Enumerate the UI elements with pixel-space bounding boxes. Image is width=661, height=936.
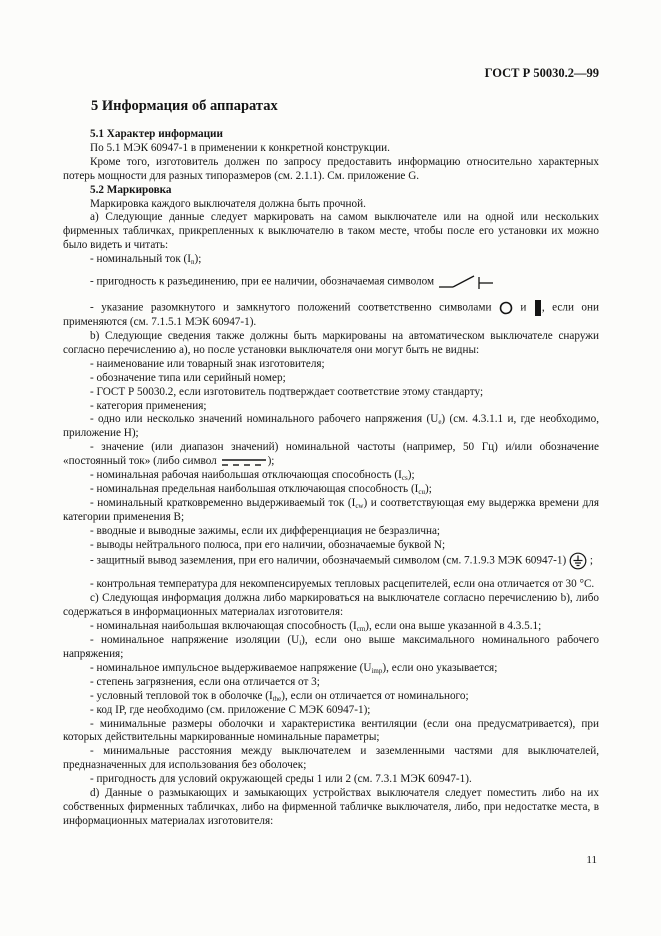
list-item: - степень загрязнения, если она отличается от 3; xyxy=(90,675,320,688)
list-item: - контрольная температура для некомпенсируемых тепловых расцепителей, если она отличается от 30 °С. xyxy=(90,578,595,591)
list-item: - минимальные расстояния между выключателем и заземленными частями для выключателей, предназначенных для использования без оболочек; xyxy=(63,745,599,772)
list-item: - выводы нейтрального полюса, при его наличии, обозначаемые буквой N; xyxy=(90,538,446,551)
protective-earth-symbol-icon xyxy=(569,552,587,570)
list-item: - категория применения; xyxy=(90,399,207,412)
list-item: - номинальный кратковременно выдерживаемый ток $(I_{cw})$ и соответствующая ему выдержка времени для категории применения B; xyxy=(63,496,599,523)
paragraph: Кроме того, изготовитель должен по запросу предоставить информацию относительно характерных потерь мощности для разных типоразмеров (см. 2.1.1). См. приложение G. xyxy=(63,155,599,182)
list-item: - номинальный ток $(I_n)$; xyxy=(90,253,202,267)
list-item: - пригодность к разъединению, при ее наличии, обозначаемая символом xyxy=(63,272,599,292)
list-item: - обозначение типа или серийный номер; xyxy=(90,371,286,384)
document-body xyxy=(63,128,599,829)
closed-position-symbol-icon xyxy=(534,300,542,316)
direct-current-symbol-icon xyxy=(220,457,268,467)
list-item: - наименование или товарный знак изготовителя; xyxy=(90,357,325,370)
list-item: - ГОСТ Р 50030.2, если изготовитель подтверждает соответствие этому стандарту; xyxy=(90,385,484,398)
list-item: - номинальная наибольшая включающая способность $(I_{cm})$, если она выше указанной в 4.3.5.1; xyxy=(90,620,542,634)
list-item: - минимальные размеры оболочки и характеристика вентиляции (если она предусматривается), при которых действительны маркированные номинальные параметры; xyxy=(63,717,599,744)
list-item: - номинальное напряжение изоляции $(U_i)$, если оно выше максимального номинального рабочего напряжения; xyxy=(63,634,599,660)
list-item: - указание разомкнутого и замкнутого положений соответственно символами и , если они применяются (см. 7.1.5.1 МЭК 60947-1). xyxy=(63,301,599,329)
list-item: - вводные и выводные зажимы, если их дифференциация не безразлична; xyxy=(90,524,441,537)
list-item: - код IP, где необходимо (см. приложение С МЭК 60947-1); xyxy=(90,703,371,716)
document-id: ГОСТ Р 50030.2—99 xyxy=(484,66,599,80)
list-item: - условный тепловой ток в оболочке $(I_{the})$, если он отличается от номинального; xyxy=(90,689,469,703)
list-item: - номинальное импульсное выдерживаемое напряжение $(U_{imp})$, если оно указывается; xyxy=(90,661,498,675)
paragraph-d: d) Данные о размыкающих и замыкающих устройствах выключателя следует поместить либо на их собственных фирменных табличках, либо на фирменной табличке выключателя, либо, при недостатке места, в информационных материалах изготовителя: xyxy=(63,787,599,827)
section-title: 5 Информация об аппаратах xyxy=(91,98,278,114)
paragraph-c: с) Следующая информация должна либо маркироваться на выключателе согласно перечислению b), либо содержаться в информационных материалах изготовителя: xyxy=(63,592,599,619)
list-item: - номинальная рабочая наибольшая отключающая способность $(I_{cs})$; xyxy=(90,469,415,483)
list-item: - одно или несколько значений номинального рабочего напряжения $(U_e)$ (см. 4.3.1.1 и, где необходимо, приложение H); xyxy=(63,413,599,440)
heading-5-2: 5.2 Маркировка xyxy=(90,183,172,196)
list-item: - защитный вывод заземления, при его наличии, обозначаемый символом (см. 7.1.9.3 МЭК 60947-1) ; xyxy=(63,552,599,570)
paragraph-b: b) Следующие сведения также должны быть маркированы на автоматическом выключателе снаружи согласно перечислению а), но после установки выключателя они могут быть не видны: xyxy=(63,329,599,356)
open-position-symbol-icon xyxy=(499,301,513,315)
list-item: - значение (или диапазон значений) номинальной частоты (например, 50 Гц) и/или обозначение «постоянный ток» (либо символ ); xyxy=(63,441,599,468)
list-item: - номинальная предельная наибольшая отключающая способность $(I_{cu})$; xyxy=(90,482,432,496)
isolation-symbol-icon xyxy=(437,272,495,292)
paragraph-a: а) Следующие данные следует маркировать на самом выключателе или на одной или нескольких фирменных табличках, прикрепленных к выключателю в таком месте, чтобы после его установки их можно было видеть и читать: xyxy=(63,211,599,252)
page-number: 11 xyxy=(586,854,597,866)
paragraph: Маркировка каждого выключателя должна быть прочной. xyxy=(90,197,366,210)
list-item: - пригодность для условий окружающей среды 1 или 2 (см. 7.3.1 МЭК 60947-1). xyxy=(90,773,472,786)
paragraph: По 5.1 МЭК 60947-1 в применении к конкретной конструкции. xyxy=(90,141,390,154)
heading-5-1: 5.1 Характер информации xyxy=(90,128,223,140)
